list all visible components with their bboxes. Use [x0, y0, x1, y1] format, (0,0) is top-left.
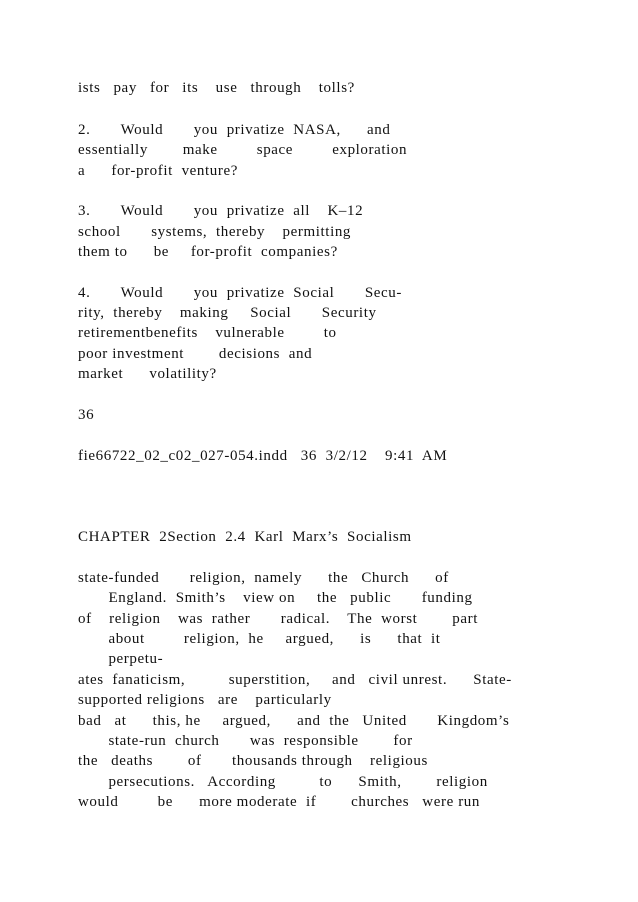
- text-line: them to be for-profit companies?: [78, 244, 338, 260]
- text-line: ates fanaticism, superstition, and civil unrest. State-: [78, 672, 512, 688]
- text-line: 4. Would you privatize Social Secu-: [78, 285, 402, 301]
- text-line: state-run church was responsible for: [78, 733, 413, 749]
- text-line: essentially make space exploration: [78, 142, 408, 158]
- text-line: bad at this, he argued, and the United Kingdom’s: [78, 713, 510, 729]
- text-line: 3. Would you privatize all K–12: [78, 203, 364, 219]
- text-line: rity, thereby making Social Security: [78, 305, 377, 321]
- file-slug: fie66722_02_c02_027-054.indd 36 3/2/12 9:41 AM: [78, 448, 448, 464]
- text-line: ists pay for its use through tolls?: [78, 80, 355, 96]
- text-line: the deaths of thousands through religious: [78, 753, 428, 769]
- running-header: CHAPTER 2Section 2.4 Karl Marx’s Socialism: [78, 529, 412, 545]
- text-line: retirementbenefits vulnerable to: [78, 325, 337, 341]
- text-line: state-funded religion, namely the Church of: [78, 570, 449, 586]
- page-number: 36: [78, 407, 95, 423]
- text-line: persecutions. According to Smith, religion: [78, 774, 488, 790]
- text-line: would be more moderate if churches were run: [78, 794, 480, 810]
- text-line: poor investment decisions and: [78, 346, 313, 362]
- text-line: about religion, he argued, is that it: [78, 631, 441, 647]
- text-line: England. Smith’s view on the public funding: [78, 590, 473, 606]
- text-line: market volatility?: [78, 366, 217, 382]
- text-line: supported religions are particularly: [78, 692, 332, 708]
- text-line: 2. Would you privatize NASA, and: [78, 122, 391, 138]
- text-line: of religion was rather radical. The worst part: [78, 611, 478, 627]
- text-line: a for-profit venture?: [78, 163, 239, 179]
- text-line: perpetu-: [78, 651, 164, 667]
- text-line: school systems, thereby permitting: [78, 224, 352, 240]
